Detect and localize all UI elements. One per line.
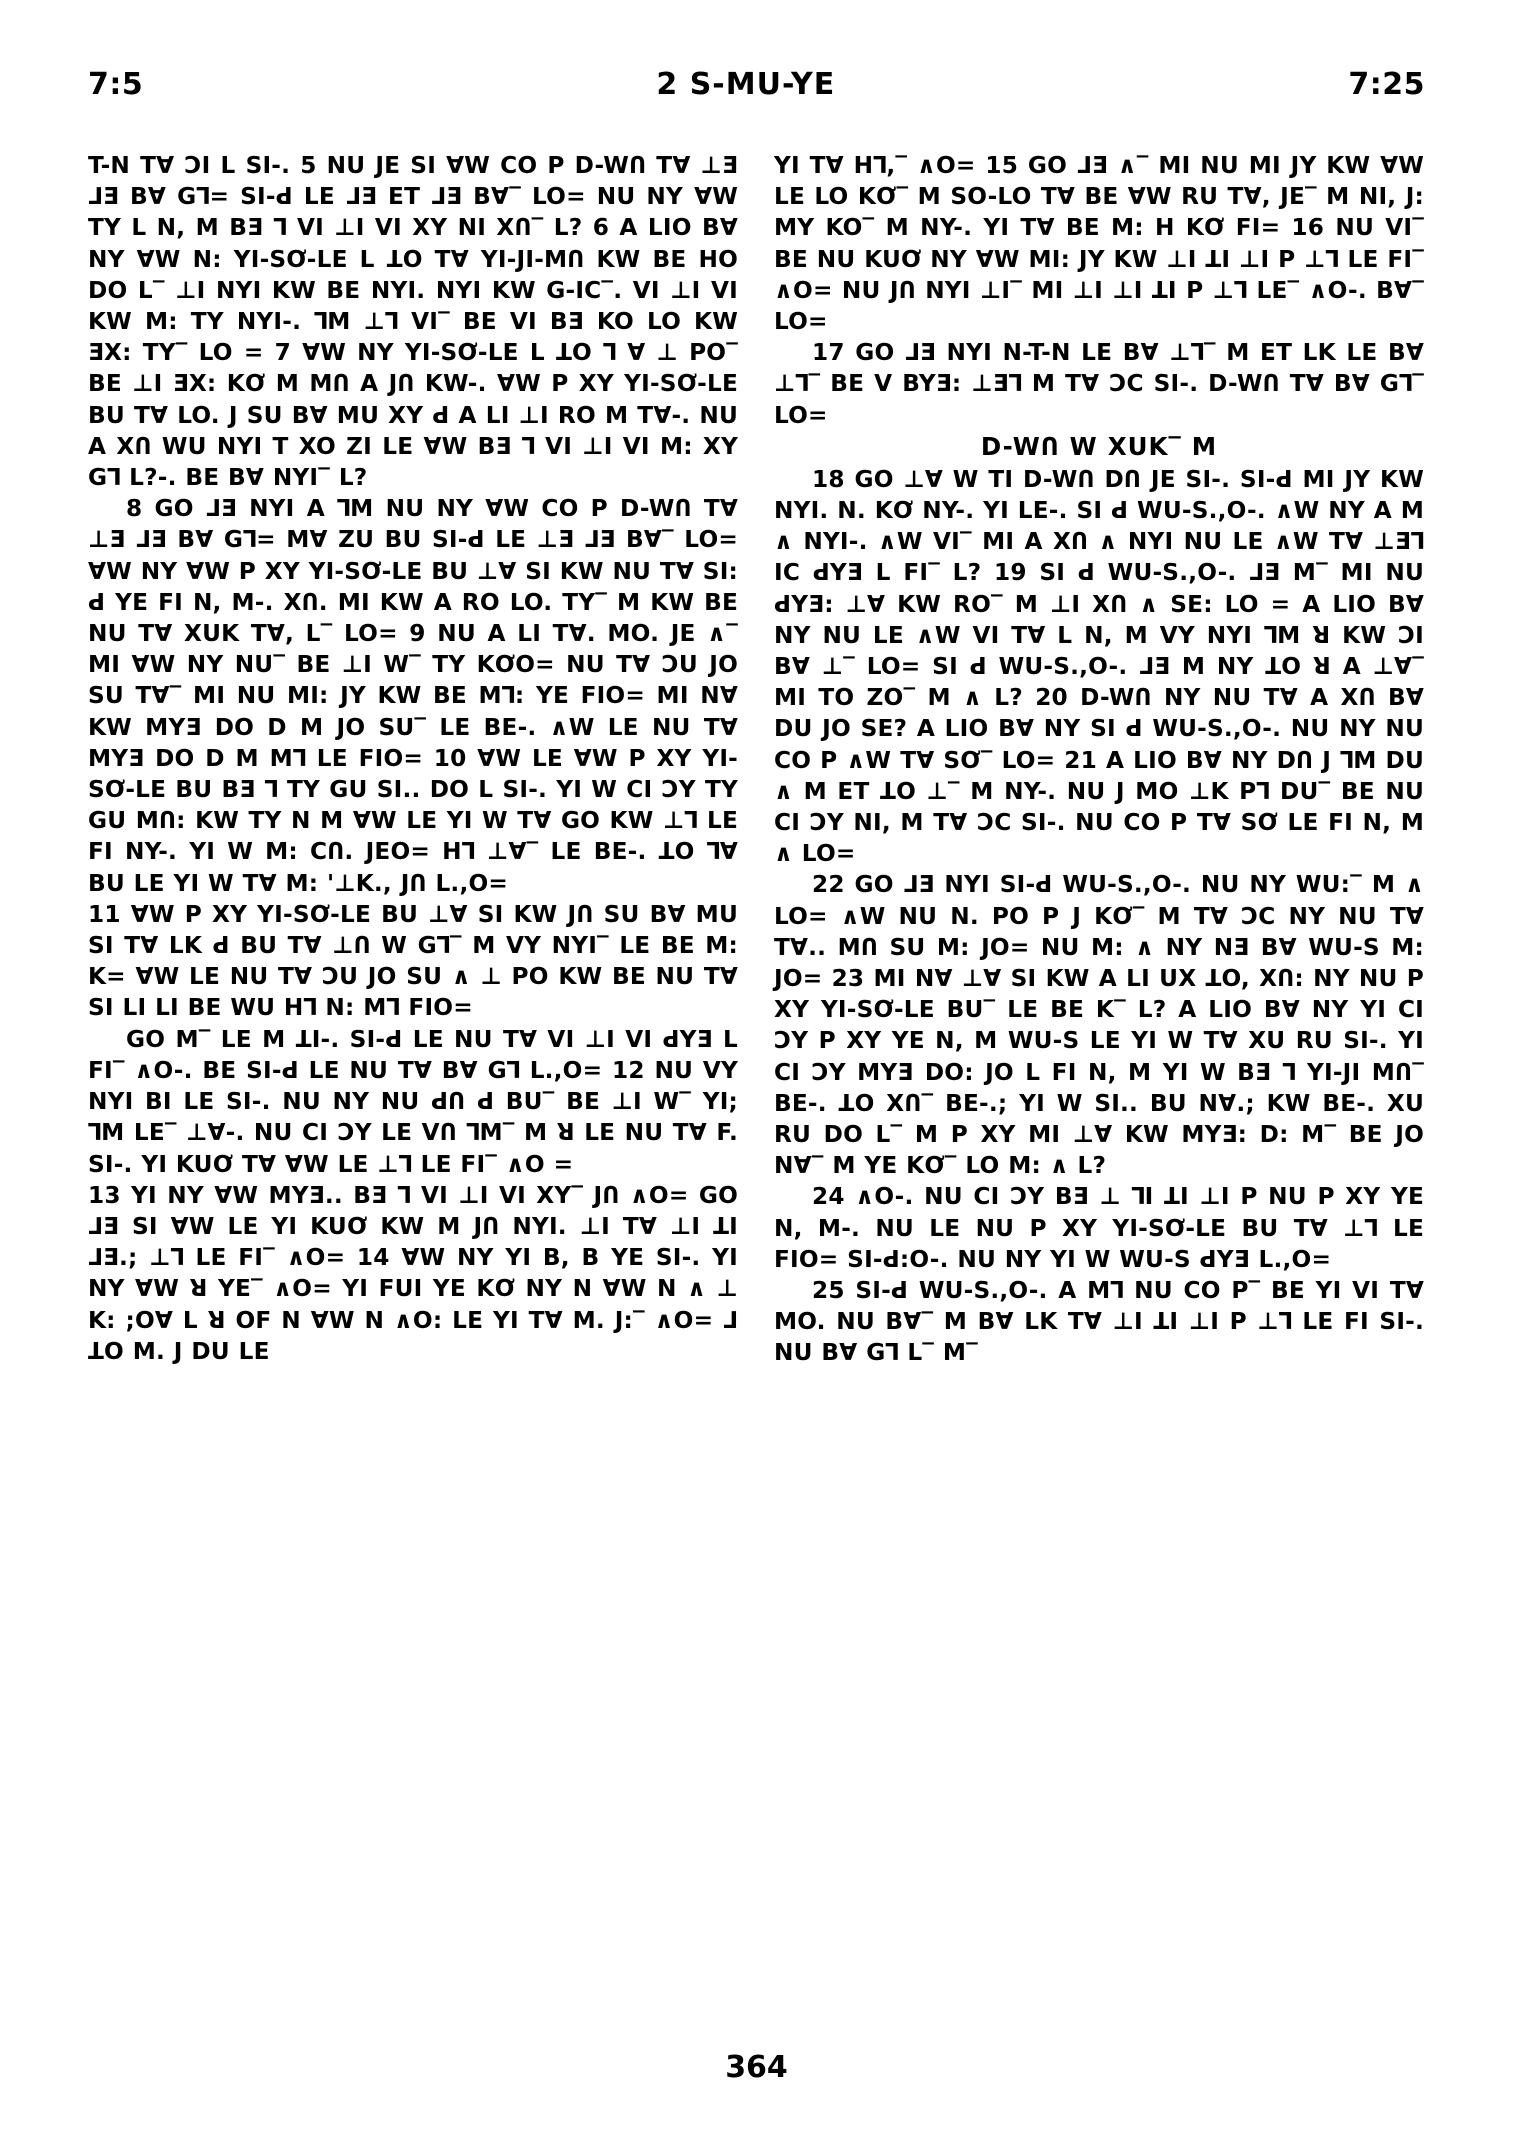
paragraph: 24 ∧O-. NU CI ƆY BƎ ⊥ ⅂I ꓕI ⊥I P NU P XY YE N, M-. NU LE NU P XY YI-SƠ-LE BU T∀ ⊥⅂ LE FIO= SI-ꓒ:O-. NU NY YI W WU-S ꓒYƎ L.,O= (774, 1183, 1424, 1273)
header-right-verse-ref: 7:25 (1348, 66, 1425, 102)
two-column-body (88, 150, 1425, 1980)
right-column (774, 150, 1424, 1980)
section-subheading: D-WՈ W XUK‾ M (980, 431, 1218, 461)
paragraph: YI T∀ H⅂,‾ ∧O= 15 GO ⅃Ǝ ∧‾ MI NU MI JY KW ∀W LE LO KƠ‾ M SO-LO T∀ BE ∀W RU T∀, JE‾ M NI, J: MY KO‾ M NY-. YI T∀ BE M: H KƠ FI= 16 NU VI‾ BE NU KUƠ NY ∀W MI: JY KW ⊥I ꓕI ⊥I P ⊥⅂ LE FI‾ ∧O= NU JՈ NYI ⊥I‾ MI ⊥I ⊥I ꓕI P ⊥⅂ LE‾ ∧O-. B∀‾ LO= (774, 152, 1424, 336)
paragraph: 11 ∀W P XY YI-SƠ-LE BU ⊥∀ SI KW JՈ SU B∀ MU SI T∀ LK ꓒ BU T∀ ⊥Ո W G⅂‾ M VY NYI‾ LE BE M: K= ∀W LE NU T∀ ƆU JO SU ∧ ⊥ PO KW BE NU T∀ SI LI LI BE WU H⅂ N: M⅂ FIO= (88, 900, 738, 1022)
header-left-verse-ref: 7:5 (88, 66, 144, 102)
page-number: 364 (725, 2050, 788, 2085)
paragraph: 25 SI-ꓒ WU-S.,O-. A M⅂ NU CO P‾ BE YI VI T∀ MO. NU B∀‾ M B∀ LK T∀ ⊥I ꓕI ⊥I P ⊥⅂ LE FI SI-. NU B∀ G⅂ L‾ M‾ (774, 1277, 1424, 1367)
paragraph: T-N T∀ ƆI L SI-. 5 NU JE SI ∀W CO P D-WՈ T∀ ⊥Ǝ ⅃Ǝ B∀ G⅂= SI-ꓒ LE ⅃Ǝ ET ⅃Ǝ B∀‾ LO= NU NY ∀W TY L N, M BƎ ⅂ VI ⊥I VI XY NI XՈ‾ L? 6 A LIO B∀ NY ∀W N: YI-SƠ-LE L ꓕO T∀ YI-JI-MՈ KW BE HO DO L‾ ⊥I NYI KW BE NYI. NYI KW G-IC‾. VI ⊥I VI KW M: TY NYI-. ⅂M ⊥⅂ VI‾ BE VI BƎ KO LO KW ƎX: TY‾ LO = 7 ∀W NY YI-SƠ-LE L ꓕO ⅂ ∀ ⊥ PO‾ BE ⊥I ƎX: KƠ M MՈ A JՈ KW-. ∀W P XY YI-SƠ-LE BU T∀ LO. J SU B∀ MU XY ꓒ A LI ⊥I RO M T∀-. NU A XՈ WU NYI T XO ZI LE ∀W BƎ ⅂ VI ⊥I VI M: XY G⅂ L?-. BE B∀ NYI‾ L? (88, 152, 738, 492)
paragraph: 17 GO ⅃Ǝ NYI N-T-N LE B∀ ⊥⅂‾ M ET LK LE B∀ ⊥⅂‾ BE V BYƎ: ⊥Ǝ⅂ M T∀ ƆC SI-. D-WՈ T∀ B∀ G⅂‾ LO= (774, 339, 1424, 429)
paragraph: 13 YI NY ∀W MYƎ.. BƎ ⅂ VI ⊥I VI XY‾ JՈ ∧O= GO ⅃Ǝ SI ∀W LE YI KUƠ KW M JՈ NYI. ⊥I T∀ ⊥I ꓕI ⅃Ǝ.; ⊥⅂ LE FI‾ ∧O= 14 ∀W NY YI B, B YE SI-. YI NY ∀W ꓤ YE‾ ∧O= YI FUI YE KƠ NY N ∀W N ∧ ⊥ K: ;O∀ L ꓤ OF N ∀W N ∧O: LE YI T∀ M. J:‾ ∧O= ⅃ ꓕO M. J DU LE (88, 1181, 738, 1365)
header-book-title: 2 S-MU-YE (656, 66, 836, 102)
page-header (88, 62, 1425, 106)
paragraph: 18 GO ⊥∀ W TI D-WՈ DՈ JE SI-. SI-ꓒ MI JY KW NYI. N. KƠ NY-. YI LE-. SI ꓒ WU-S.,O-. ∧W NY A M ∧ NYI-. ∧W VI‾ MI A XՈ ∧ NYI NU LE ∧W T∀ ⊥Ǝ⅂ IC ꓒYƎ L FI‾ L? 19 SI ꓒ WU-S.,O-. ⅃Ǝ M‾ MI NU ꓒYƎ: ⊥∀ KW RO‾ M ⊥I XՈ ∧ SE: LO = A LIO B∀ NY NU LE ∧W VI T∀ L N, M VY NYI ⅂M ꓤ KW ƆI B∀ ⊥‾ LO= SI ꓒ WU-S.,O-. ⅃Ǝ M NY ꓕO ꓤ A ⊥∀‾ MI TO ZO‾ M ∧ L? 20 D-WՈ NY NU T∀ A XՈ B∀ DU JO SE? A LIO B∀ NY SI ꓒ WU-S.,O-. NU NY NU CO P ∧W T∀ SƠ‾ LO= 21 A LIO B∀ NY DՈ J ⅂M DU ∧ M ET ꓕO ⊥‾ M NY-. NU J MO ⊥K P⅂ DU‾ BE NU CI ƆY NI, M T∀ ƆC SI-. NU CO P T∀ SƠ LE FI N, M ∧ LO= (774, 465, 1424, 868)
paragraph: GO M‾ LE M ꓕI-. SI-ꓒ LE NU T∀ VI ⊥I VI ꓒYƎ L FI‾ ∧O-. BE SI-ꓒ LE NU T∀ B∀ G⅂ L.,O= 12 NU VY NYI BI LE SI-. NU NY NU ꓒՈ ꓒ BU‾ BE ⊥I W‾ YI; ⅂M LE‾ ⊥∀-. NU CI ƆY LE VՈ ⅂M‾ M ꓤ LE NU T∀ F. SI-. YI KUƠ T∀ ∀W LE ⊥⅂ LE FI‾ ∧O = (88, 1025, 738, 1178)
left-column (88, 150, 738, 1980)
paragraph: 8 GO ⅃Ǝ NYI A ⅂M NU NY ∀W CO P D-WՈ T∀ ⊥Ǝ ⅃Ǝ B∀ G⅂= M∀ ZU BU SI-ꓒ LE ⊥Ǝ ⅃Ǝ B∀‾ LO= ∀W NY ∀W P XY YI-SƠ-LE BU ⊥∀ SI KW NU T∀ SI: ꓒ YE FI N, M-. XՈ. MI KW A RO LO. TY‾ M KW BE NU T∀ XUK T∀, L‾ LO= 9 NU A LI T∀. MO. JE ∧‾ MI ∀W NY NU‾ BE ⊥I W‾ TY KƠO= NU T∀ ƆU JO SU T∀‾ MI NU MI: JY KW BE M⅂: YE FIO= MI N∀ KW MYƎ DO D M JO SU‾ LE BE-. ∧W LE NU T∀ MYƎ DO D M M⅂ LE FIO= 10 ∀W LE ∀W P XY YI-SƠ-LE BU BƎ ⅂ TY GU SI.. DO L SI-. YI W CI ƆY TY GU MՈ: KW TY N M ∀W LE YI W T∀ GO KW ⊥⅂ LE FI NY-. YI W M: CՈ. JEO= H⅂ ⊥∀‾ LE BE-. ꓕO ⅂∀ BU LE YI W T∀ M: '⊥K., JՈ L.,O= (88, 495, 738, 897)
paragraph: 22 GO ⅃Ǝ NYI SI-ꓒ WU-S.,O-. NU NY WU:‾ M ∧ LO= ∧W NU N. PO P J KƠ‾ M T∀ ƆC NY NU T∀ T∀.. MՈ SU M: JO= NU M: ∧ NY NƎ B∀ WU-S M: JO= 23 MI N∀ ⊥∀ SI KW A LI UX ꓕO, XՈ: NY NU P XY YI-SƠ-LE BU‾ LE BE K‾ L? A LIO B∀ NY YI CI ƆY P XY YE N, M WU-S LE YI W T∀ XU RU SI-. YI CI ƆY MYƎ DO: JO L FI N, M YI W BƎ ⅂ YI-JI MՈ‾ BE-. ꓕO XՈ‾ BE-.; YI W SI.. BU N∀.; KW BE-. XU RU DO L‾ M P XY MI ⊥∀ KW MYƎ: D: M‾ BE JO N∀‾ M YE KƠ‾ LO M: ∧ L? (774, 871, 1424, 1180)
